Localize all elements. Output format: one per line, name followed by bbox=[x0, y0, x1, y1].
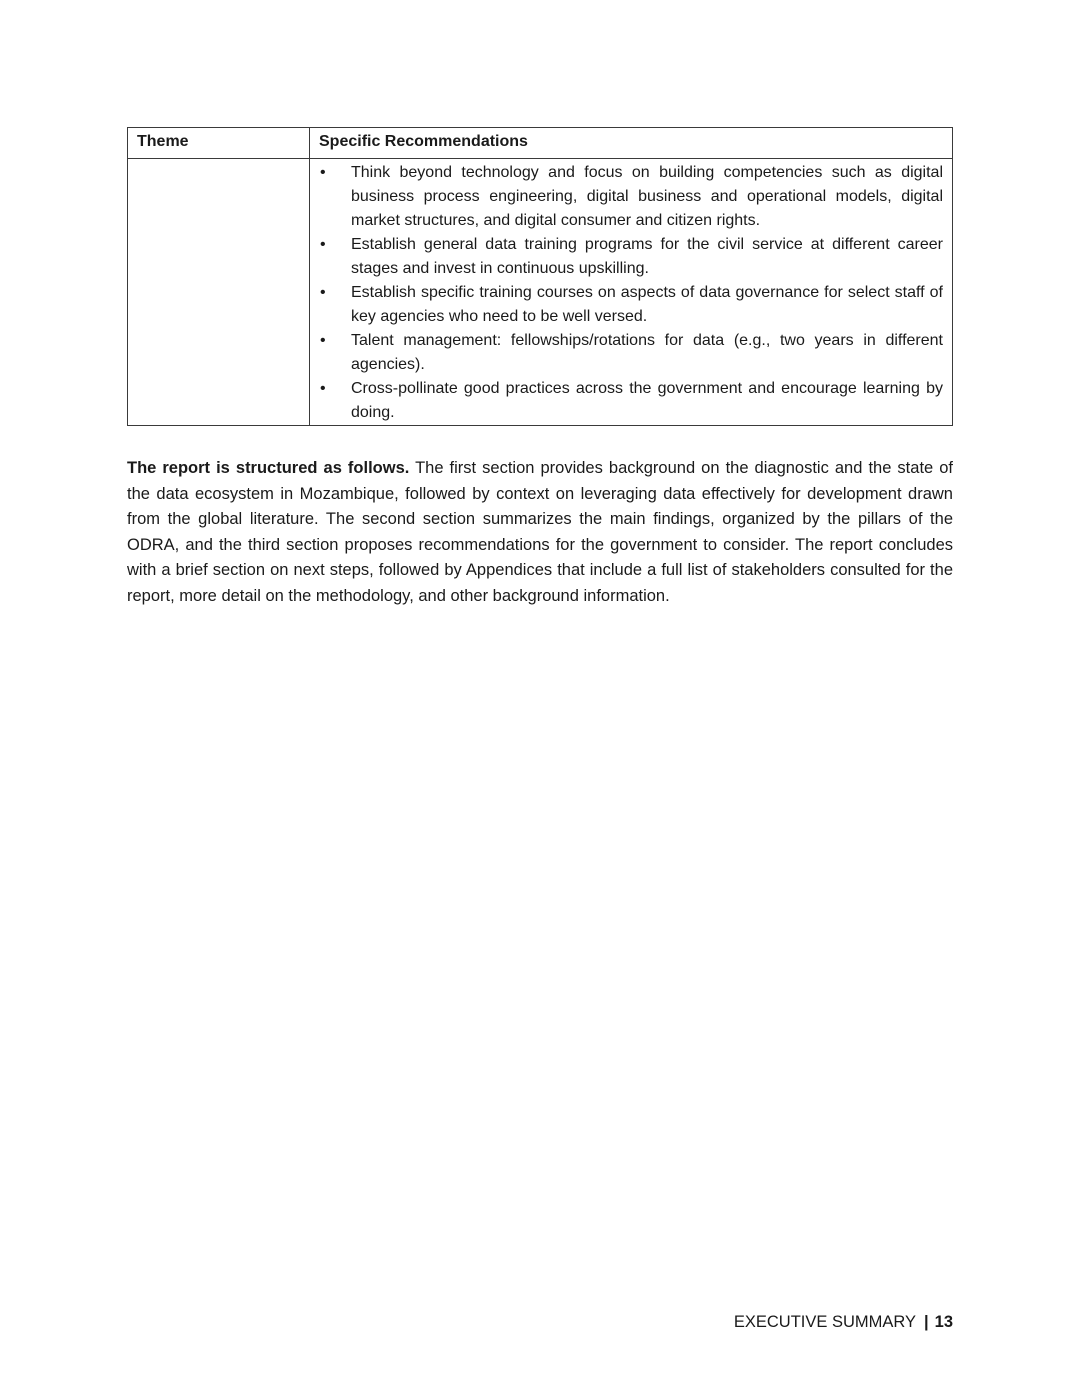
list-item bbox=[319, 161, 943, 233]
footer-separator: | bbox=[924, 1313, 929, 1331]
page-footer bbox=[734, 1310, 953, 1334]
recommendations-cell bbox=[310, 159, 953, 426]
list-item-text: Talent management: fellowships/rotations for data (e.g., two years in different agencies). bbox=[351, 332, 943, 373]
recommendations-table bbox=[127, 127, 953, 426]
list-item bbox=[319, 233, 943, 281]
list-item-text: Establish general data training programs for the civil service at different career stages and invest in continuous upskilling. bbox=[351, 236, 943, 277]
header-specific-recommendations: Specific Recommendations bbox=[310, 128, 953, 159]
bullet-icon: • bbox=[320, 332, 326, 349]
bullet-icon: • bbox=[320, 164, 326, 181]
report-structure-paragraph bbox=[127, 456, 953, 610]
list-item-text: Cross-pollinate good practices across the government and encourage learning by doing. bbox=[351, 380, 943, 421]
bullet-icon: • bbox=[320, 380, 326, 397]
header-theme: Theme bbox=[128, 128, 310, 159]
bullet-icon: • bbox=[320, 284, 326, 301]
list-item bbox=[319, 377, 943, 425]
page-number: 13 bbox=[934, 1313, 953, 1331]
recommendations-list bbox=[319, 161, 943, 425]
table-header-row bbox=[128, 128, 953, 159]
list-item bbox=[319, 329, 943, 377]
list-item bbox=[319, 281, 943, 329]
paragraph-text: The first section provides background on the diagnostic and the state of the data ecosystem in Mozambique, followed by context on leveraging data effectively for development drawn from the global literature. The second section summarizes the main findings, organized by the pillars of the ODRA, and the third section proposes recommendations for the government to consider. The report concludes with a brief section on next steps, followed by Appendices that include a full list of stakeholders consulted for the report, more detail on the methodology, and other background information. bbox=[127, 459, 954, 605]
paragraph-lead: The report is structured as follows. bbox=[127, 459, 410, 477]
footer-section-title: EXECUTIVE SUMMARY bbox=[733, 1313, 917, 1331]
bullet-icon: • bbox=[320, 236, 326, 253]
theme-cell bbox=[128, 159, 310, 426]
list-item-text: Think beyond technology and focus on building competencies such as digital business process engineering, digital business and operational models, digital market structures, and digital consumer and citizen rights. bbox=[351, 164, 943, 229]
list-item-text: Establish specific training courses on aspects of data governance for select staff of key agencies who need to be well versed. bbox=[351, 284, 943, 325]
table-row bbox=[128, 159, 953, 426]
